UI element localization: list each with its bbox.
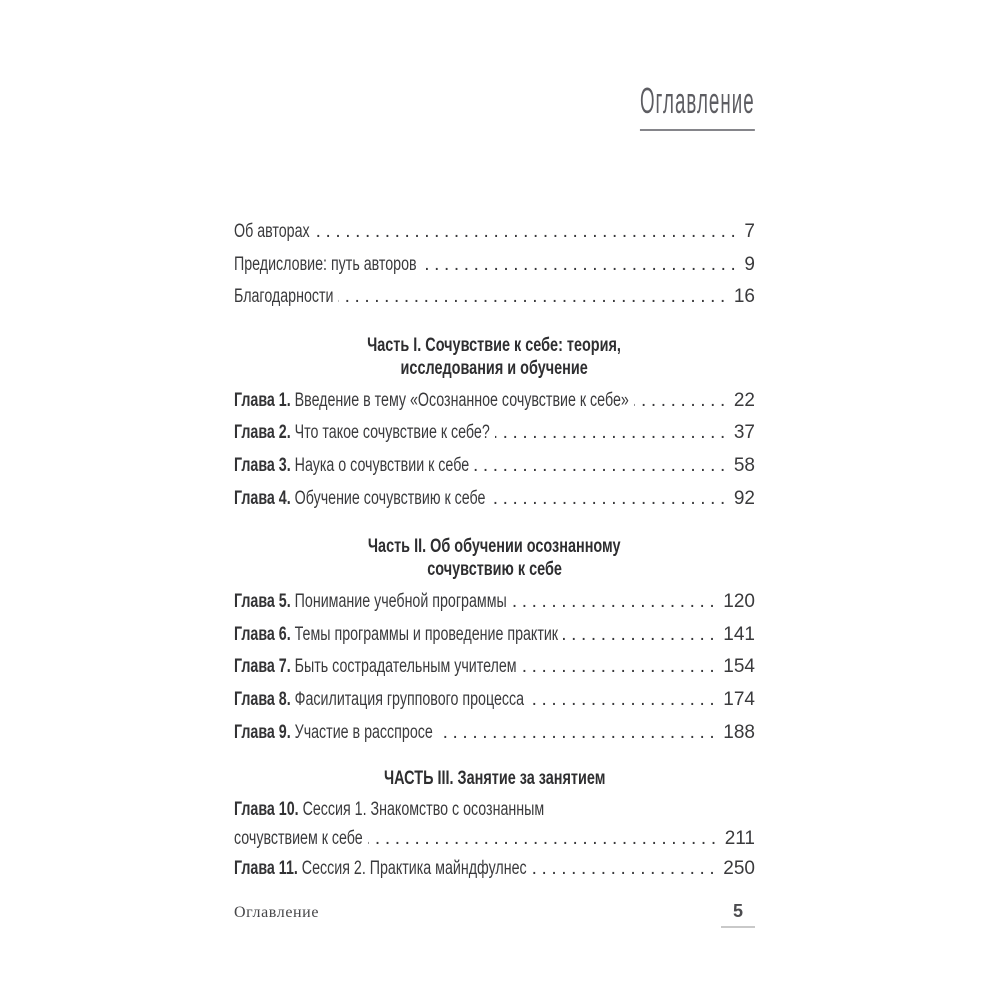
chapter-prefix: Глава 6. bbox=[234, 623, 291, 645]
chapter-label: Сессия 2. Практика майндфулнес bbox=[301, 858, 527, 880]
chapter-label-line2: сочувствием к себе bbox=[234, 828, 363, 850]
entry-page-number: 154 bbox=[723, 656, 755, 678]
toc-entry bbox=[234, 249, 755, 282]
chapter-label: Сессия 1. Знакомство с осознанным bbox=[302, 799, 545, 821]
toc-entry bbox=[234, 417, 755, 450]
entry-title bbox=[234, 684, 524, 717]
entry-title bbox=[234, 281, 334, 314]
part-heading-line: исследования и обучение bbox=[400, 357, 589, 379]
footer-page-number: 5 bbox=[721, 901, 755, 928]
chapter-label: Обучение сочувствию к себе bbox=[294, 487, 486, 509]
chapter-prefix: Глава 9. bbox=[234, 721, 291, 743]
part-heading bbox=[234, 334, 755, 380]
chapter-label: Что такое сочувствие к себе? bbox=[294, 422, 490, 444]
entry-page-number: 7 bbox=[744, 221, 755, 242]
chapter-prefix: Глава 8. bbox=[234, 688, 291, 710]
chapter-label: Понимание учебной программы bbox=[294, 591, 507, 613]
toc-entry bbox=[234, 619, 755, 652]
entry-page-number: 37 bbox=[733, 422, 755, 444]
dot-leader bbox=[368, 824, 721, 853]
toc-entry bbox=[234, 795, 755, 824]
entry-page-number: 250 bbox=[723, 858, 755, 880]
entry-title bbox=[234, 586, 507, 619]
chapter-prefix: Глава 11. bbox=[234, 858, 298, 880]
entry-page-number: 211 bbox=[724, 828, 755, 850]
dot-leader bbox=[563, 619, 719, 652]
toc-entry bbox=[234, 651, 755, 684]
chapter-prefix: Глава 4. bbox=[234, 487, 291, 509]
part-heading-line: ЧАСТЬ III. Занятие за занятием bbox=[383, 768, 606, 790]
entry-page-number: 16 bbox=[733, 286, 755, 308]
toc-entry-continuation bbox=[234, 824, 755, 853]
entry-label: Благодарности bbox=[234, 286, 334, 308]
dot-leader bbox=[422, 249, 741, 282]
entry-page-number: 174 bbox=[723, 688, 755, 710]
part-heading bbox=[234, 535, 755, 581]
part-heading-line: Часть II. Об обучении осознанному bbox=[368, 536, 621, 558]
dot-leader bbox=[474, 450, 730, 483]
chapter-prefix: Глава 10. bbox=[234, 799, 299, 821]
toc-content bbox=[234, 0, 755, 886]
toc-list bbox=[234, 216, 755, 886]
toc-entry bbox=[234, 450, 755, 483]
page-title: Оглавление bbox=[640, 80, 755, 131]
toc-entry bbox=[234, 483, 755, 516]
part-heading-line: сочувствию к себе bbox=[427, 559, 562, 581]
dot-leader bbox=[338, 281, 729, 314]
toc-entry bbox=[234, 684, 755, 717]
entry-page-number: 58 bbox=[733, 454, 755, 476]
entry-title bbox=[234, 853, 527, 886]
toc-entry bbox=[234, 216, 755, 249]
entry-title bbox=[234, 417, 490, 450]
chapter-label: Наука о сочувствии к себе bbox=[294, 454, 470, 476]
dot-leader bbox=[495, 417, 730, 450]
entry-title bbox=[234, 249, 417, 282]
entry-page-number: 141 bbox=[723, 623, 755, 645]
dot-leader bbox=[532, 853, 720, 886]
page-footer bbox=[234, 901, 755, 928]
chapter-label: Быть сострадательным учителем bbox=[294, 656, 517, 678]
entry-page-number: 9 bbox=[744, 253, 755, 275]
dot-leader bbox=[491, 483, 730, 516]
toc-entry bbox=[234, 586, 755, 619]
part-heading bbox=[234, 767, 755, 790]
entry-title bbox=[234, 216, 310, 249]
chapter-prefix: Глава 7. bbox=[234, 656, 291, 678]
entry-page-number: 92 bbox=[733, 487, 755, 509]
entry-page-number: 188 bbox=[723, 721, 755, 743]
entry-title bbox=[234, 619, 558, 652]
entry-title bbox=[234, 483, 485, 516]
entry-title bbox=[234, 824, 363, 853]
toc-entry bbox=[234, 385, 755, 418]
entry-page-number: 22 bbox=[733, 389, 755, 411]
chapter-label: Введение в тему «Осознанное сочувствие к себе» bbox=[294, 389, 629, 411]
entry-title bbox=[234, 450, 469, 483]
chapter-label: Фасилитация группового процесса bbox=[294, 688, 525, 710]
entry-label: Предисловие: путь авторов bbox=[234, 253, 417, 275]
entry-title bbox=[234, 651, 517, 684]
entry-label: Об авторах bbox=[234, 221, 310, 242]
toc-entry bbox=[234, 281, 755, 314]
entry-title bbox=[234, 385, 629, 418]
chapter-prefix: Глава 2. bbox=[234, 422, 291, 444]
chapter-prefix: Глава 3. bbox=[234, 454, 291, 476]
dot-leader bbox=[512, 586, 720, 619]
chapter-prefix: Глава 1. bbox=[234, 389, 291, 411]
part-heading-line: Часть I. Сочувствие к себе: теория, bbox=[367, 334, 622, 356]
dot-leader bbox=[438, 717, 719, 750]
page-title-row bbox=[234, 0, 755, 131]
footer-section-label: Оглавление bbox=[234, 904, 320, 921]
dot-leader bbox=[634, 385, 730, 418]
dot-leader bbox=[315, 216, 741, 249]
toc-entry bbox=[234, 853, 755, 886]
chapter-prefix: Глава 5. bbox=[234, 591, 291, 613]
dot-leader bbox=[522, 651, 720, 684]
dot-leader bbox=[529, 684, 719, 717]
toc-entry bbox=[234, 717, 755, 750]
chapter-label: Темы программы и проведение практик bbox=[294, 623, 559, 645]
entry-title bbox=[234, 795, 544, 824]
entry-title bbox=[234, 717, 433, 750]
entry-page-number: 120 bbox=[723, 591, 755, 613]
chapter-label: Участие в расспросе bbox=[294, 721, 433, 743]
